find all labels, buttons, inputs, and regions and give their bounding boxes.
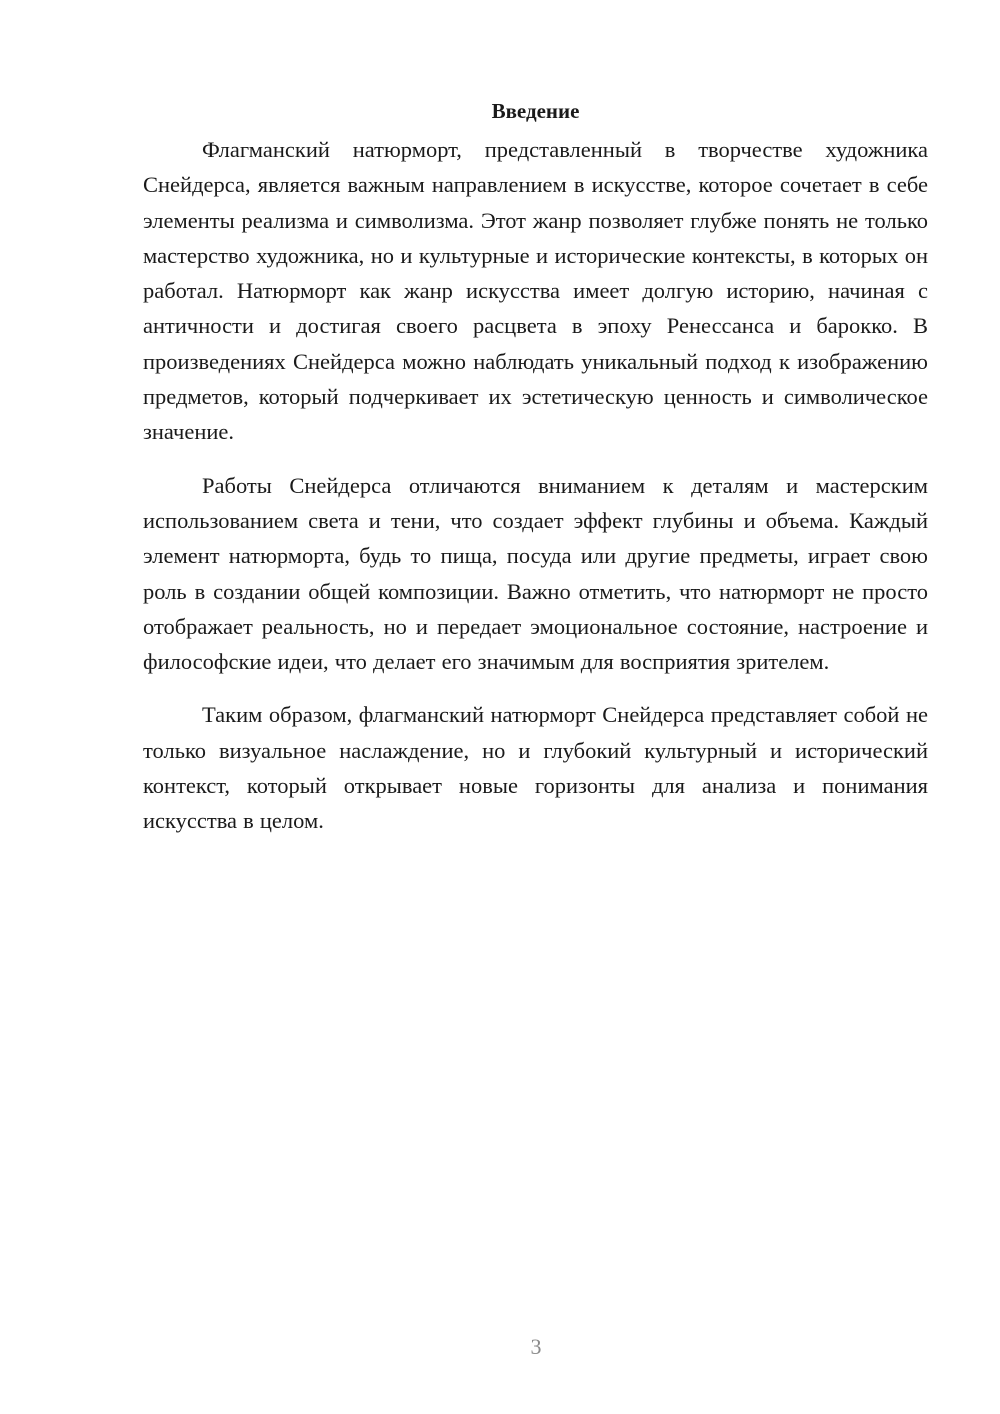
paragraph-2: Работы Снейдерса отличаются вниманием к деталям и мастерским использованием света и тени, что создает эффект глубины и объема. Каждый элемент натюрморта, будь то пища, посуда или другие предметы, играет свою роль в создании общей композиции. Важно отметить, что натюрморт не просто отображает реальность, но и передает эмоциональное состояние, настроение и философские идеи, что делает его значимым для восприятия зрителем.	[143, 472, 928, 675]
paragraph-3: Таким образом, флагманский натюрморт Снейдерса представляет собой не только визуальное наслаждение, но и глубокий культурный и исторический контекст, который открывает новые горизонты для анализа и понимания искусства в целом.	[143, 702, 928, 834]
page-number: 3	[530, 1334, 542, 1359]
paragraph-1: Флагманский натюрморт, представленный в творчестве художника Снейдерса, является важным направлением в искусстве, которое сочетает в себе элементы реализма и символизма. Этот жанр позволяет глубже понять не только мастерство художника, но и культурные и исторические контексты, в которых он работал. Натюрморт как жанр искусства имеет долгую историю, начиная с античности и достигая своего расцвета в эпоху Ренессанса и барокко. В произведениях Снейдерса можно наблюдать уникальный подход к изображению предметов, который подчеркивает их эстетическую ценность и символическое значение.	[143, 137, 928, 445]
page-content	[143, 96, 928, 857]
section-heading: Введение	[491, 99, 580, 123]
